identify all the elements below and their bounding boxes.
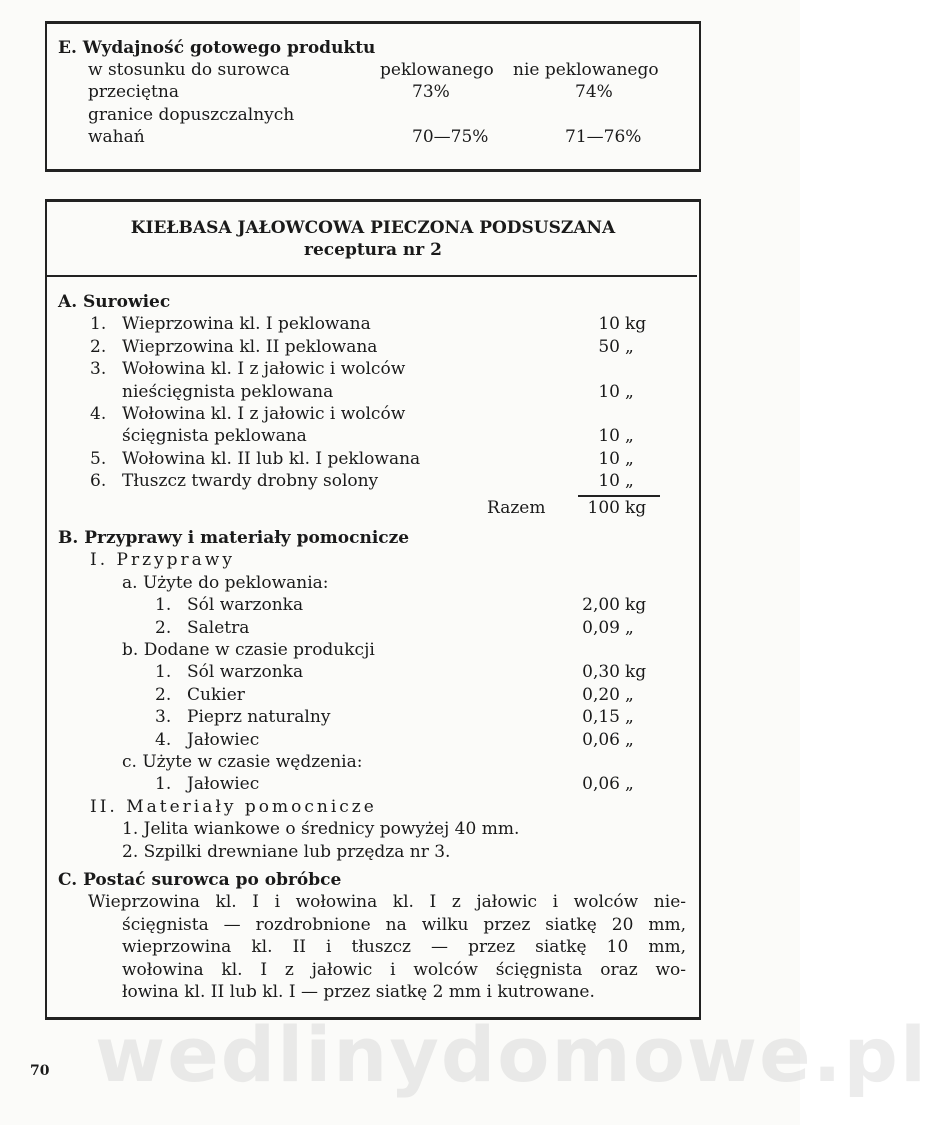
unit: kg [625, 497, 647, 518]
spice-number: 1. [155, 774, 172, 795]
ingredient-number: 6. [90, 471, 107, 492]
unit: „ [625, 617, 634, 638]
recipe-title: KIEŁBASA JAŁOWCOWA PIECZONA PODSUSZANA [130, 218, 616, 238]
ingredient-name: Wieprzowina kl. I peklowana [122, 314, 371, 335]
yield-heading: E. Wydajność gotowego produktu [58, 38, 376, 58]
title-divider [47, 275, 697, 277]
material-item: 1. Jelita wiankowe o średnicy powyżej 40 mm. [122, 819, 520, 840]
ingredient-name: Wołowina kl. II lub kl. I peklowana [122, 448, 421, 469]
unit: „ [625, 729, 634, 750]
ingredient-number: 2. [90, 336, 107, 357]
ingredient-number: 4. [90, 404, 107, 424]
spices-heading: I. Przyprawy [90, 550, 235, 571]
yield-row-label: granice dopuszczalnych [88, 105, 295, 125]
recipe-subtitle: receptura nr 2 [304, 240, 442, 260]
processing-text-line: łowina kl. II lub kl. I — przez siatkę 2 mm i kutrowane. [122, 982, 595, 1002]
yield-row-label: przeciętna [88, 82, 179, 102]
amount: 100 [587, 497, 620, 518]
yield-value: 74% [575, 82, 613, 102]
spice-number: 4. [155, 729, 172, 750]
yield-value: 70—75% [412, 127, 489, 147]
yield-value: 71—76% [565, 127, 642, 147]
spice-name: Sól warzonka [187, 595, 304, 616]
unit: „ [625, 426, 634, 447]
materials-heading: II. Materiały pomocnicze [90, 796, 377, 817]
spice-name: Cukier [187, 684, 245, 705]
amount: 0,06 [582, 729, 620, 750]
material-item: 2. Szpilki drewniane lub przędza nr 3. [122, 841, 451, 862]
section-b-heading: B. Przyprawy i materiały pomocnicze [58, 528, 410, 548]
unit: „ [625, 684, 634, 705]
unit: „ [625, 774, 634, 795]
spice-number: 1. [155, 662, 172, 683]
processing-text-line: wieprzowina kl. II i tłuszcz — przez siatkę 10 mm, [122, 937, 686, 958]
ingredient-name: nieścięgnista peklowana [122, 381, 334, 402]
amount: 2,00 [582, 595, 620, 616]
section-a-heading: A. Surowiec [58, 292, 171, 312]
processing-text-line: wołowina kl. I z jałowic i wolców ścięgnista oraz wo- [122, 959, 686, 980]
unit: kg [625, 595, 647, 616]
ingredient-name: Tłuszcz twardy drobny solony [122, 471, 379, 492]
amount: 10 [598, 381, 620, 402]
amount: 10 [598, 426, 620, 447]
unit: „ [625, 448, 634, 469]
amount: 0,09 [582, 617, 620, 638]
yield-row-label: w stosunku do surowca [88, 60, 290, 80]
spice-name: Jałowiec [187, 729, 260, 750]
amount: 10 [598, 314, 620, 335]
yield-col-peklowanego: peklowanego [380, 60, 494, 80]
amount: 0,20 [582, 684, 620, 705]
amount: 50 [598, 336, 620, 357]
section-c-heading: C. Postać surowca po obróbce [58, 870, 342, 890]
yield-col-nie-peklowanego: nie peklowanego [513, 60, 659, 80]
ingredient-name: Wołowina kl. I z jałowic i wolców [122, 359, 406, 380]
ingredient-name: Wieprzowina kl. II peklowana [122, 336, 378, 357]
spice-number: 3. [155, 707, 172, 728]
page-number: 70 [30, 1063, 50, 1079]
unit: „ [625, 471, 634, 492]
amount: 0,06 [582, 774, 620, 795]
processing-text-line: ścięgnista — rozdrobnione na wilku przez siatkę 20 mm, [122, 914, 686, 935]
amount: 10 [598, 448, 620, 469]
unit: „ [625, 707, 634, 728]
unit: „ [625, 381, 634, 402]
unit: kg [625, 314, 647, 335]
unit: kg [625, 662, 647, 683]
spice-name: Saletra [187, 617, 250, 638]
amount: 0,30 [582, 662, 620, 683]
amount: 0,15 [582, 707, 620, 728]
spice-name: Sól warzonka [187, 662, 304, 683]
total-label: Razem [487, 497, 546, 518]
spice-group-label: a. Użyte do peklowania: [122, 572, 329, 593]
watermark: wedlinydomowe.pl [95, 1010, 928, 1099]
yield-row-label: wahań [88, 127, 145, 147]
ingredient-name: Wołowina kl. I z jałowic i wolców [122, 404, 406, 424]
spice-group-label: b. Dodane w czasie produkcji [122, 640, 375, 660]
ingredient-name: ścięgnista peklowana [122, 426, 307, 447]
spice-group-label: c. Użyte w czasie wędzenia: [122, 752, 363, 772]
amount: 10 [598, 471, 620, 492]
spice-number: 1. [155, 595, 172, 616]
unit: „ [625, 336, 634, 357]
spice-number: 2. [155, 684, 172, 705]
ingredient-number: 5. [90, 448, 107, 469]
processing-text-line: Wieprzowina kl. I i wołowina kl. I z jałowic i wolców nie- [88, 892, 686, 913]
yield-value: 73% [412, 82, 450, 102]
spice-name: Jałowiec [187, 774, 260, 795]
spice-name: Pieprz naturalny [187, 707, 331, 728]
spice-number: 2. [155, 617, 172, 638]
ingredient-number: 1. [90, 314, 107, 335]
ingredient-number: 3. [90, 359, 107, 380]
